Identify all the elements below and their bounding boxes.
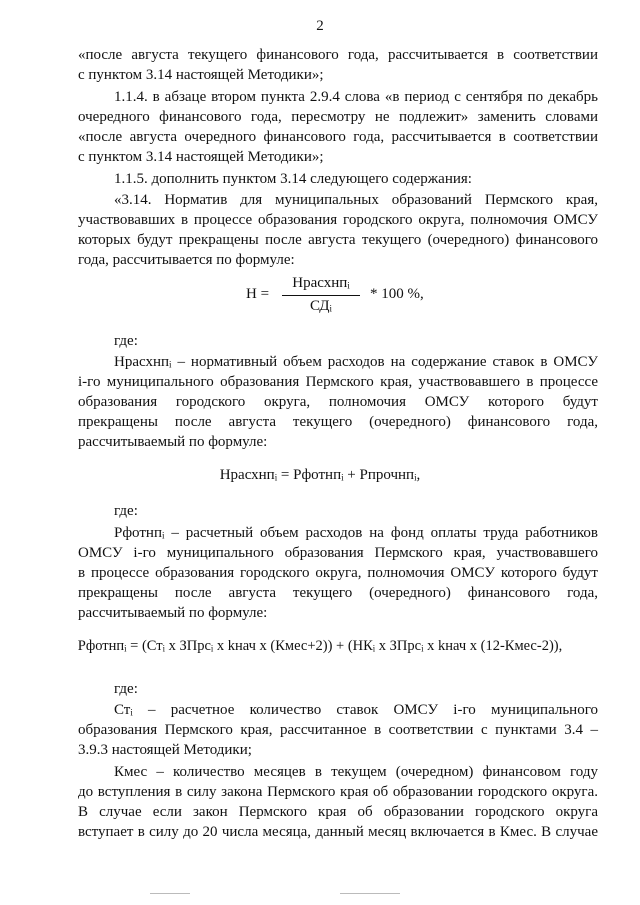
formula-payroll: Рфотнпᵢ = (Стᵢ х ЗПрсᵢ х kнач х (Кмес+2)) + (НКᵢ х ЗПрсᵢ х kнач х (12-Кмес-2)), [77, 638, 563, 654]
text-line: с пунктом 3.14 настоящей Методики»; [78, 67, 324, 83]
text-line: где: [114, 681, 138, 697]
text-line: прекращены после августа текущего (очередного) финансового года, [78, 414, 598, 430]
text-line: ОМСУ i-го муниципального образования Пермского края, участвовавшего [78, 545, 598, 561]
fraction-bar [282, 295, 360, 296]
formula-expense: Нрасхнпᵢ = Рфотнпᵢ + Рпрочнпᵢ, [219, 467, 421, 483]
text-line: образования Пермского края, рассчитанное в соответствии с пунктами 3.4 – [78, 722, 598, 738]
text-line: «3.14. Норматив для муниципальных образований Пермского края, [114, 192, 598, 208]
text-line: Нрасхнпᵢ – нормативный объем расходов на содержание ставок в ОМСУ [114, 354, 598, 370]
text-line: до вступления в силу закона Пермского края об образовании городского округа. [78, 784, 598, 800]
text-line: 3.9.3 настоящей Методики; [78, 742, 252, 758]
text-line: рассчитываемый по формуле: [78, 434, 268, 450]
text-line: Стᵢ – расчетное количество ставок ОМСУ i-го муниципального [114, 702, 598, 718]
text-line: участвовавших в процессе образования городского округа, полномочия ОМСУ [78, 212, 598, 228]
scan-artifact [340, 893, 400, 894]
text-line: i-го муниципального образования Пермского края, участвовавшего в процессе [78, 374, 598, 390]
text-line: с пунктом 3.14 настоящей Методики»; [78, 149, 324, 165]
text-line: года, рассчитывается по формуле: [78, 252, 295, 268]
text-line: 1.1.5. дополнить пунктом 3.14 следующего содержания: [114, 171, 472, 187]
text-line: «после августа очередного финансового года, рассчитывается в соответствии [78, 129, 598, 145]
text-line: очередного финансового года, пересмотру не подлежит» заменить словами [78, 109, 598, 125]
text-line: В случае если закон Пермского края об образовании городского округа [78, 804, 598, 820]
text-line: 1.1.4. в абзаце втором пункта 2.9.4 слова «в период с сентября по декабрь [114, 89, 598, 105]
formula-denominator: СДᵢ [310, 298, 332, 314]
text-line: рассчитываемый по формуле: [78, 605, 268, 621]
text-line: в процессе образования городского округа, полномочия ОМСУ которого будут [78, 565, 598, 581]
text-line: где: [114, 333, 138, 349]
text-line: вступает в силу до 20 числа месяца, данный месяц включается в Кмес. В случае [78, 824, 598, 840]
text-line: Рфотнпᵢ – расчетный объем расходов на фонд оплаты труда работников [114, 525, 598, 541]
text-line: прекращены после августа текущего (очередного) финансового года, [78, 585, 598, 601]
text-line: которых будут прекращены после августа текущего (очередного) финансового [78, 232, 598, 248]
scan-artifact [150, 893, 190, 894]
text-line: образования городского округа, полномочия ОМСУ которого будут [78, 394, 598, 410]
formula-numerator: Нрасхнпᵢ [292, 275, 350, 291]
page-number: 2 [316, 18, 324, 34]
text-line: где: [114, 503, 138, 519]
formula-lhs: Н = [246, 286, 270, 302]
formula-rhs: * 100 %, [370, 286, 424, 302]
text-line: Кмес – количество месяцев в текущем (очередном) финансовом году [114, 764, 598, 780]
text-line: «после августа текущего финансового года, рассчитывается в соответствии [78, 47, 598, 63]
